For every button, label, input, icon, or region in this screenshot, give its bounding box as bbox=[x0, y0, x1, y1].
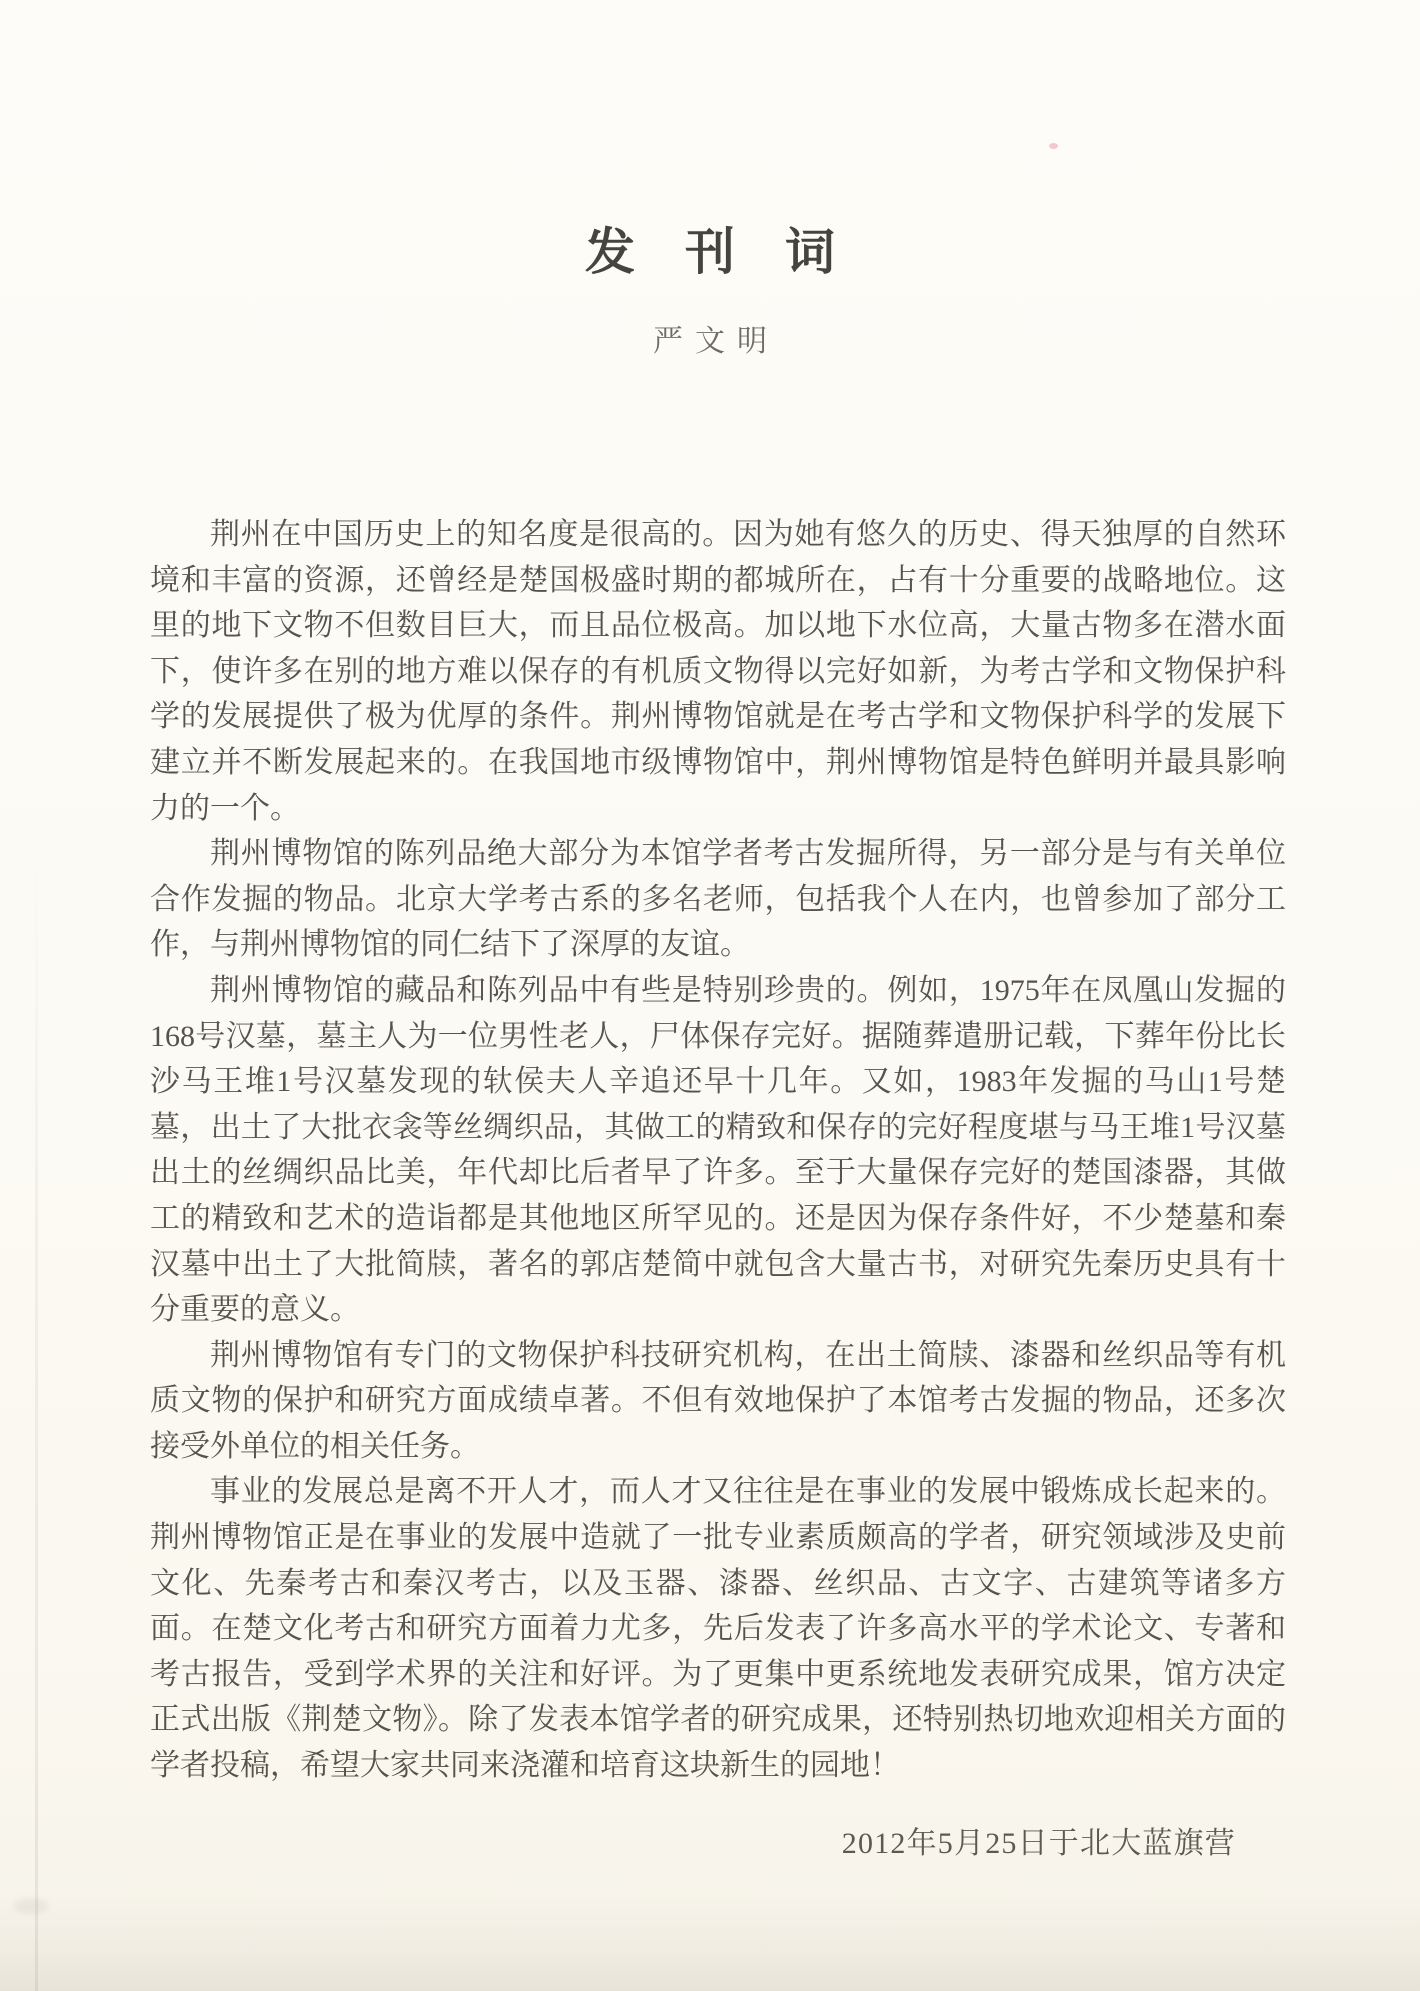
page-title: 发 刊 词 bbox=[585, 224, 835, 280]
dateline: 2012年5月25日于北大蓝旗营 bbox=[841, 1827, 1236, 1860]
article-body bbox=[150, 512, 1286, 1789]
page-edge-shadow bbox=[35, 830, 38, 1991]
scan-speck-artifact bbox=[1049, 143, 1058, 149]
scan-bottom-shadow bbox=[0, 1896, 1420, 1991]
author-name: 严文明 bbox=[653, 325, 779, 358]
paragraph-4: 荆州博物馆有专门的文物保护科技研究机构，在出土简牍、漆器和丝织品等有机质文物的保护和研究方面成绩卓著。不但有效地保护了本馆考古发掘的物品，还多次接受外单位的相关任务。 bbox=[150, 1338, 1286, 1463]
paragraph-5: 事业的发展总是离不开人才，而人才又往往是在事业的发展中锻炼成长起来的。荆州博物馆正是在事业的发展中造就了一批专业素质颇高的学者，研究领域涉及史前文化、先秦考古和秦汉考古，以及玉器、漆器、丝织品、古文字、古建筑等诸多方面。在楚文化考古和研究方面着力尤多，先后发表了许多高水平的学术论文、专著和考古报告，受到学术界的关注和好评。为了更集中更系统地发表研究成果，馆方决定正式出版《荆楚文物》。除了发表本馆学者的研究成果，还特别热切地欢迎相关方面的学者投稿，希望大家共同来浇灌和培育这块新生的园地！ bbox=[150, 1475, 1286, 1783]
paragraph-1: 荆州在中国历史上的知名度是很高的。因为她有悠久的历史、得天独厚的自然环境和丰富的资源，还曾经是楚国极盛时期的都城所在，占有十分重要的战略地位。这里的地下文物不但数目巨大，而且品位极高。加以地下水位高，大量古物多在潜水面下，使许多在别的地方难以保存的有机质文物得以完好如新，为考古学和文物保护科学的发展提供了极为优厚的条件。荆州博物馆就是在考古学和文物保护科学的发展下建立并不断发展起来的。在我国地市级博物馆中，荆州博物馆是特色鲜明并最具影响力的一个。 bbox=[150, 518, 1286, 825]
paragraph-3: 荆州博物馆的藏品和陈列品中有些是特别珍贵的。例如，1975年在凤凰山发掘的168号汉墓，墓主人为一位男性老人，尸体保存完好。据随葬遣册记载，下葬年份比长沙马王堆1号汉墓发现的轪侯夫人辛追还早十几年。又如，1983年发掘的马山1号楚墓，出土了大批衣衾等丝绸织品，其做工的精致和保存的完好程度堪与马王堆1号汉墓出土的丝绸织品比美，年代却比后者早了许多。至于大量保存完好的楚国漆器，其做工的精致和艺术的造诣都是其他地区所罕见的。还是因为保存条件好，不少楚墓和秦汉墓中出土了大批简牍，著名的郭店楚简中就包含大量古书，对研究先秦历史具有十分重要的意义。 bbox=[150, 973, 1286, 1327]
paragraph-2: 荆州博物馆的陈列品绝大部分为本馆学者考古发掘所得，另一部分是与有关单位合作发掘的物品。北京大学考古系的多名老师，包括我个人在内，也曾参加了部分工作，与荆州博物馆的同仁结下了深厚的友谊。 bbox=[150, 837, 1286, 962]
